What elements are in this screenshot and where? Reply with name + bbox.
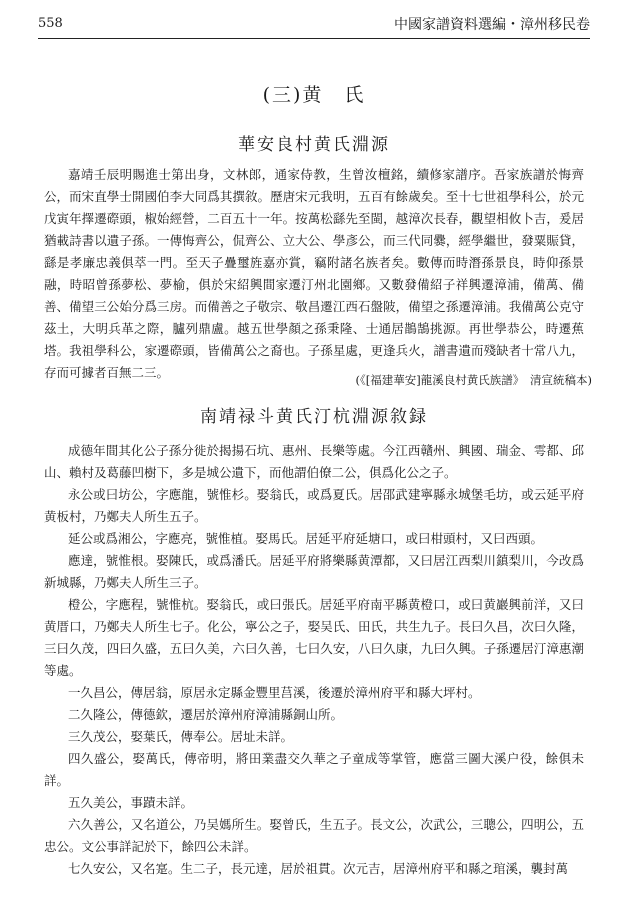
running-title: 中國家譜資料選編・漳州移民卷: [394, 17, 590, 33]
article-title: 南靖禄斗黄氏汀杭淵源敘録: [200, 407, 428, 427]
paragraph: 三久茂公，娶葉氏，傳奉公。居址未詳。: [68, 729, 294, 744]
paragraph: 一久昌公，傳居翁，原居永定縣金豐里莒溪，後遷於漳州府平和縣大坪村。: [68, 685, 481, 700]
page-number: 558: [38, 16, 63, 31]
paragraph: 七久安公，又名寔。生二子，長元達，居於祖貫。次元吉，居漳州府平和縣之琯溪，襲封萬: [68, 861, 569, 876]
paragraph: 應達，號惟根。娶陳氏，或爲潘氏。居延平府將樂縣黄潭都，又曰居江西梨川鎮梨川，今改爲新城縣，乃鄭夫人所生三子。: [44, 553, 584, 590]
paragraph: 四久盛公，娶萬氏，傳帝明，將田業盡交久華之子童成等掌管，應當三圖大溪户役，餘俱未詳。: [44, 751, 584, 788]
paragraph: 五久美公，事蹟未詳。: [68, 795, 194, 810]
section-title: (三)黄 氏: [262, 84, 366, 106]
paragraph: 永公或曰坊公，字應龍，號惟杉。娶翁氏，或爲夏氏。居邵武建寧縣永城堡毛坊，或云延平府黄板村，乃鄭夫人所生五子。: [44, 487, 584, 524]
article-title: 華安良村黄氏淵源: [238, 135, 390, 155]
source-citation: (《[福建華安]龍溪良村黄氏族譜》 清宣統稿本): [355, 373, 592, 387]
paragraph: 延公或爲湘公，字應亮，號惟植。娶馬氏。居延平府延塘口，或曰柑頭村，又曰西頭。: [68, 531, 544, 546]
page-header: [38, 12, 590, 36]
paragraph: 六久善公，又名道公，乃吴媽所生。娶曾氏，生五子。長文公，次武公，三聰公，四明公，五忠公。文公事詳記於下，餘四公未詳。: [44, 817, 584, 854]
header-rule: [38, 38, 590, 39]
paragraph: 成德年間其化公子孫分徙於揭揚石坑、惠州、長樂等處。今江西贛州、興國、瑞金、雩都、邱山、賴村及葛藤凹樹下，多是城公遺下，而他謂伯僚二公，俱爲化公之子。: [44, 443, 584, 480]
paragraph: 二久隆公，傳德欽，遷居於漳州府漳浦縣銅山所。: [68, 707, 344, 722]
paragraph: 橙公，字應程，號惟杭。娶翁氏，或曰張氏。居延平府南平縣黄橙口，或曰黄巖興前洋，又曰黄厝口，乃鄭夫人所生七子。化公，寧公之子，娶吴氏、田氏，共生九子。長曰久昌，次曰久隆，三曰久茂，四曰久盛，五曰久美，六曰久善，七曰久安，八曰久康，九曰久興。子孫遷居汀漳惠潮等處。: [44, 597, 584, 678]
article-paragraph: 嘉靖壬辰明賜進士第出身，文林郎，通家侍教，生曾汝檀銘，續修家譜序。吾家族譜於悔齊公，而宋直學士開國伯李大同爲其撰敘。歷唐宋元我明，五百有餘歲矣。至十七世祖學科公，於元戊寅年擇遷磜頭，椒始經營，二百五十一年。按萬松繇先至閩，越漳次長春，觀望相攸卜吉，爰居猶載詩書以遺子孫。一傳悔齊公，侃齊公、立大公、學彥公，而三代同爨，經學繼世，發粟賑貸，繇是孝廉忠義俱萃一門。至天子疊璽旌嘉亦賞，竊附諸名族者矣。數傳而時潛孫景良，時仰孫景融，時昭曾孫夢松、夢榆，俱於宋紹興間家遷汀州北園鄉。又數發備紹子祥興遷漳浦，備萬、備善、備望三公始分爲三房。而備善之子敬宗、敬昌遷江西石盤陂，備望之孫遷漳浦。我備萬公克守茲土，大明兵革之際，臚列鼎盧。越五世學顏之孫秉隆、士通居鵲鵠挑源。再世學恭公，時遷蕉塔。我祖學科公，家遷磜頭，皆備萬公之裔也。子孫星處，更逢兵火，譜書遺而殘缺者十常八九，存而可據者百無二三。: [44, 167, 584, 380]
article-body: [44, 440, 584, 880]
